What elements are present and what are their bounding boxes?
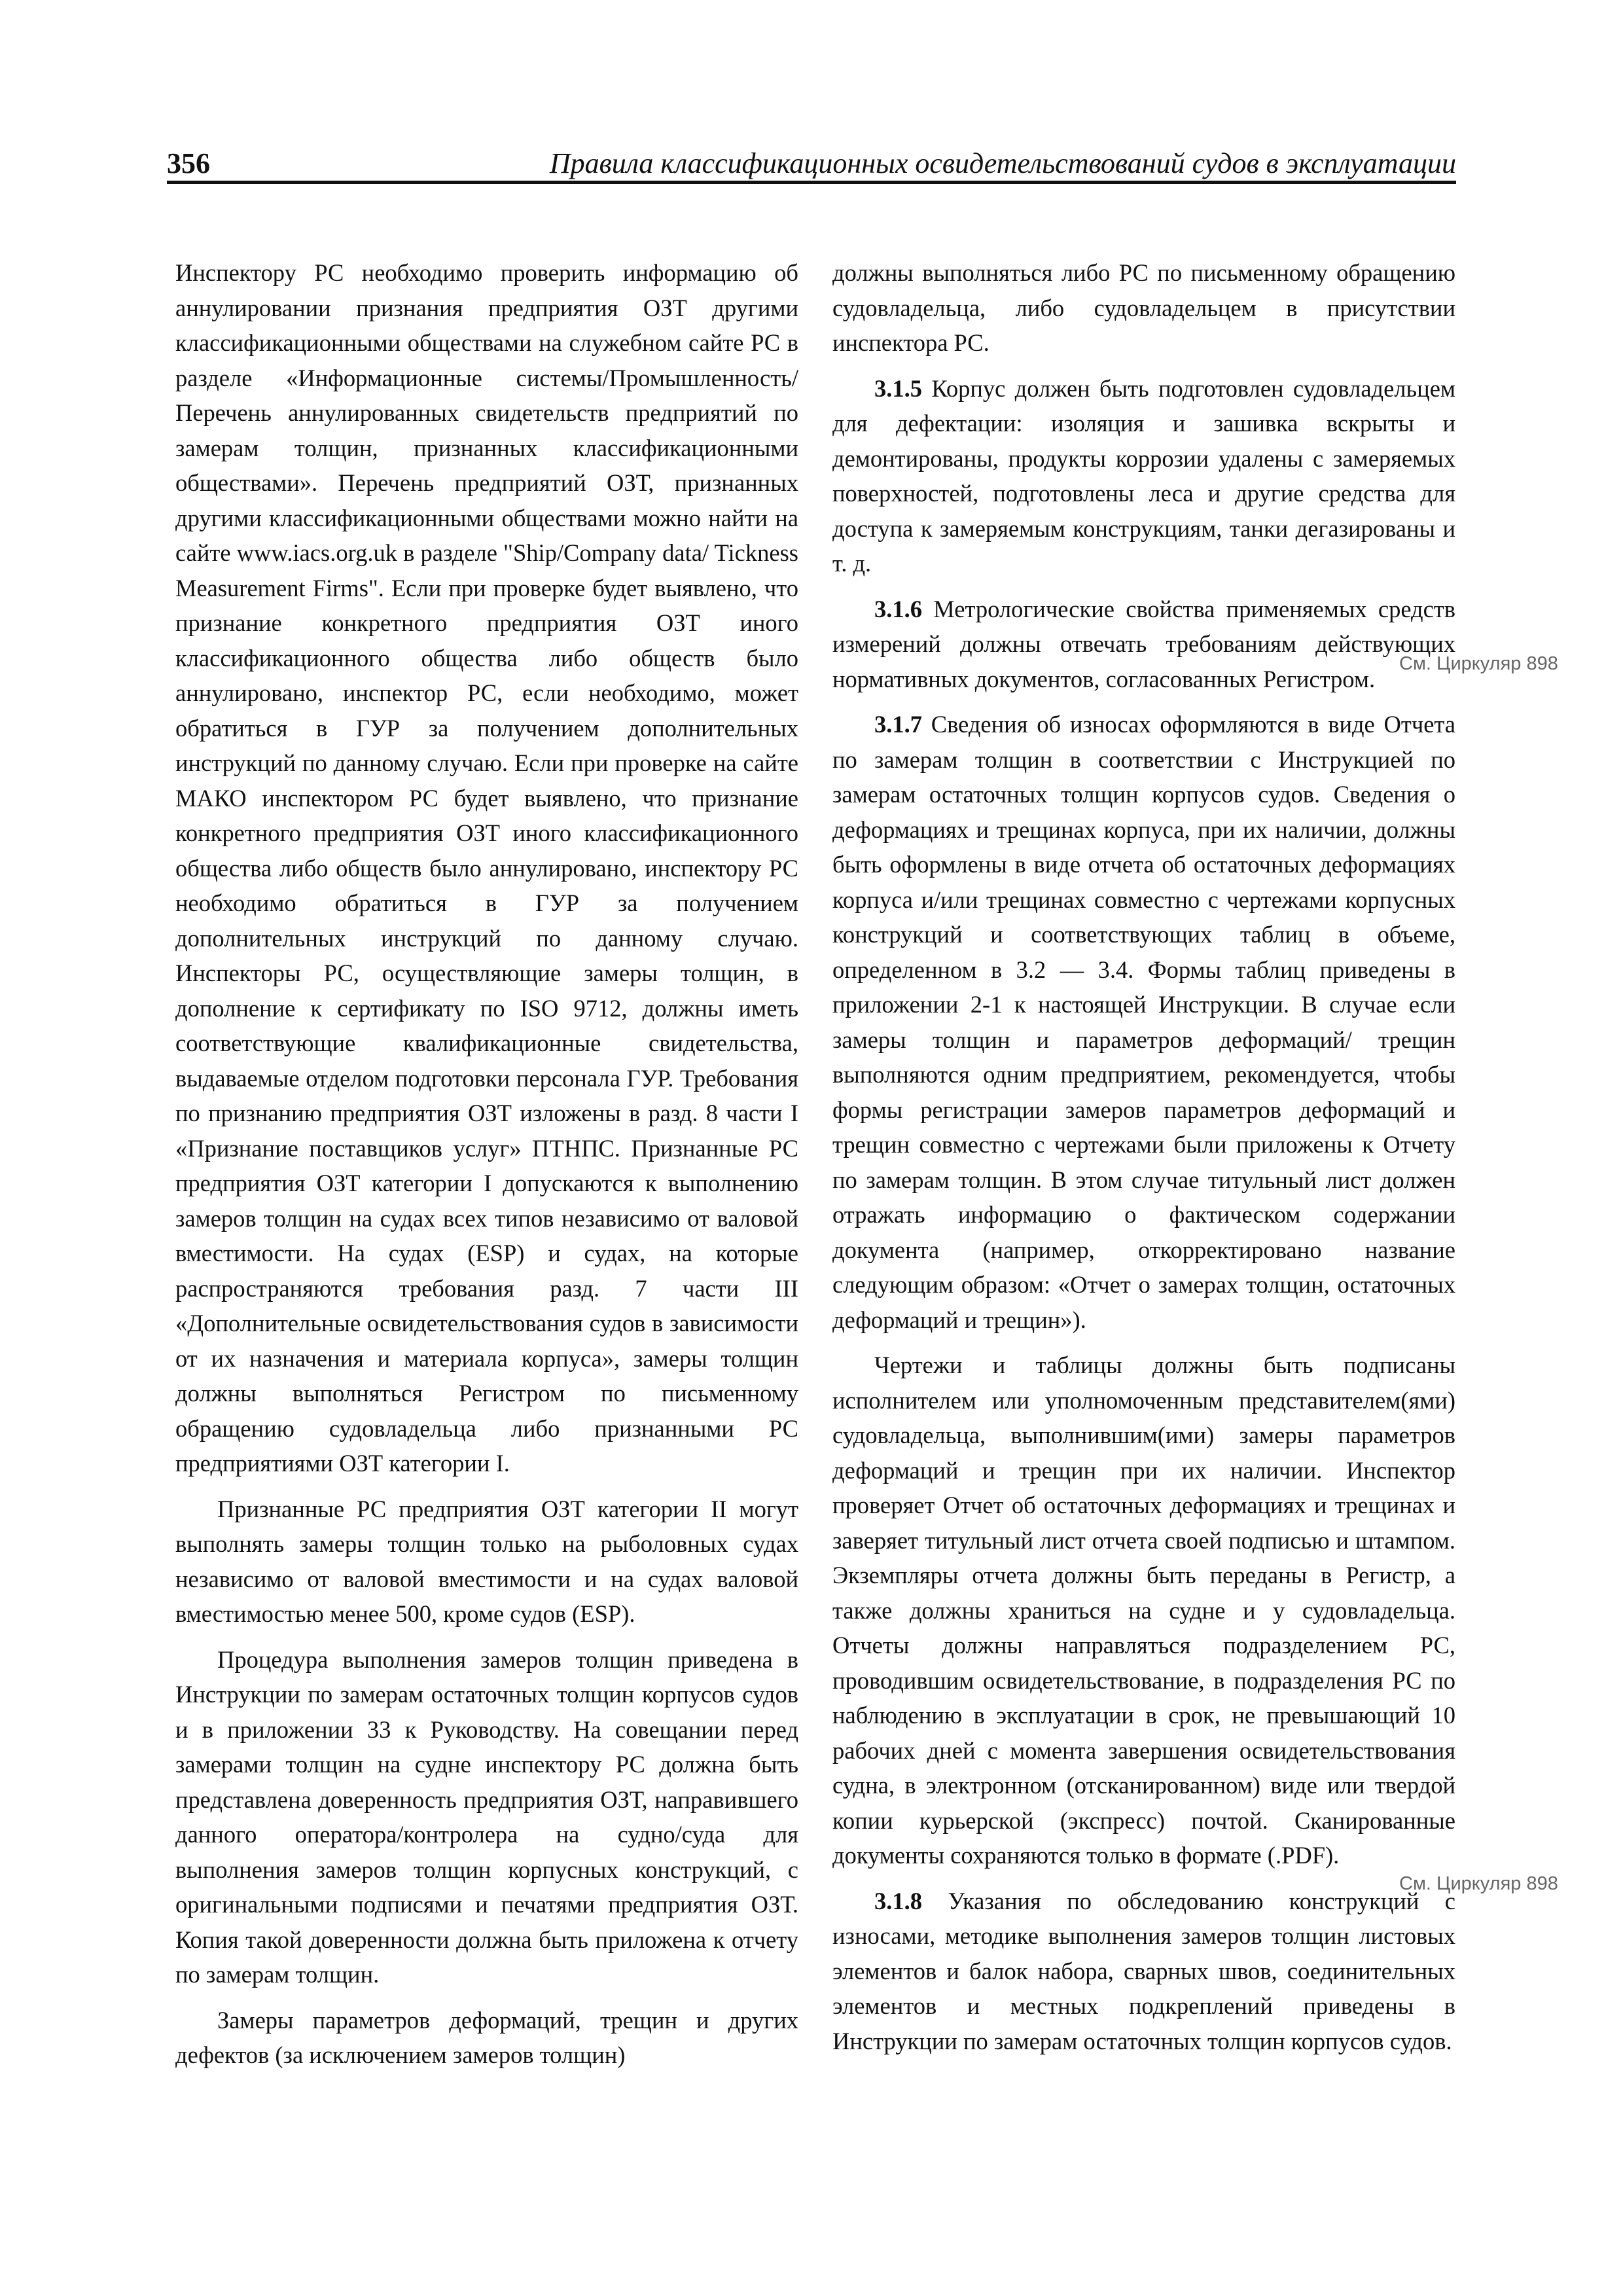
paragraph-procedure: Процедура выполнения замеров толщин приведена в Инструкции по замерам остаточных толщин корпусов судов и в приложении 33 к Руководству. На совещании перед замерами толщин на судне инспектору РС должна быть представлена доверенность предприятия ОЗТ, направившего данного оператора/контролера на судно/суда для выполнения замеров толщин корпусных конструкций, с оригинальными подписями и печатями предприятия ОЗТ. Копия такой доверенности должна быть приложена к отчету по замерам толщин. <box>175 1645 798 1988</box>
header-rule <box>167 181 1456 184</box>
section-3-1-7 <box>832 707 1455 1337</box>
section-text: Указания по обследованию конструкций с износами, методике выполнения замеров толщин листовых элементов и балок набора, сварных швов, соединительных элементов и местных подкреплений приведены в Инструкции по замерам остаточных толщин корпусов судов. <box>832 1887 1455 2054</box>
paragraph-category-two: Признанные РС предприятия ОЗТ категории II могут выполнять замеры толщин только на рыболовных судах независимо от валовой вместимости и на судах валовой вместимостью менее 500, кроме судов (ESP). <box>175 1495 798 1627</box>
section-text: Корпус должен быть подготовлен судовладельцем для дефектации: изоляция и зашивка вскрыты и демонтированы, продукты коррозии удалены с замеряемых поверхностей, подготовлены леса и другие средства для доступа к замеряемым конструкциям, танки дегазированы и т. д. <box>832 374 1455 577</box>
paragraph-deformation-measurements: Замеры параметров деформаций, трещин и других дефектов (за исключением замеров толщин) <box>175 2006 798 2068</box>
margin-note-circular: См. Циркуляр 898 <box>1399 653 1558 674</box>
page-number: 356 <box>167 147 210 179</box>
section-3-1-5 <box>832 371 1455 581</box>
section-text: Сведения об износах оформляются в виде Отчета по замерам толщин в соответствии с Инструкцией по замерам остаточных толщин корпусов судов. Сведения о деформациях и трещинах корпуса, при их наличии, должны быть оформлены в виде отчета об остаточных деформациях корпуса и/или трещинах совместно с чертежами корпусных конструкций и соответствующих таблиц в объеме, определенном в 3.2 — 3.4. Формы таблиц приведены в приложении 2-1 к настоящей Инструкции. В случае если замеры толщин и параметров деформаций/ трещин выполняются одним предприятием, рекомендуется, чтобы формы регистрации замеров параметров деформаций и трещин совместно с чертежами были приложены к Отчету по замерам толщин. В этом случае титульный лист должен отражать информацию о фактическом содержании документа (например, откорректировано название следующим образом: «Отчет о замерах толщин, остаточных деформаций и трещин»). <box>832 711 1455 1333</box>
left-column <box>175 255 798 2083</box>
section-text: Метрологические свойства применяемых средств измерений должны отвечать требованиям действующих нормативных документов, согласованных Регистром. <box>832 595 1455 692</box>
section-number: 3.1.8 <box>874 1887 922 1914</box>
right-column <box>832 255 1455 2069</box>
margin-note-circular: См. Циркуляр 898 <box>1399 1873 1558 1894</box>
running-title: Правила классификационных освидетельствований судов в эксплуатации <box>549 147 1456 179</box>
running-head <box>167 145 1456 182</box>
paragraph-continuation: должны выполняться либо РС по письменному обращению судовладельца, либо судовладельцем в присутствии инспектора РС. <box>832 259 1455 356</box>
section-number: 3.1.5 <box>874 374 922 402</box>
section-3-1-6 <box>832 592 1455 697</box>
section-number: 3.1.7 <box>874 711 922 738</box>
paragraph-drawings-signed: Чертежи и таблицы должны быть подписаны исполнителем или уполномоченным представителем(ями) судовладельца, выполнившим(ими) замеры параметров деформаций и трещин при их наличии. Инспектор проверяет Отчет об остаточных деформациях и трещинах и заверяет титульный лист отчета своей подписью и штампом. Экземпляры отчета должны быть переданы в Регистр, а также должны храниться на судне и у судовладельца. Отчеты должны направляться подразделением РС, проводившим освидетельствование, в подразделения РС по наблюдению в эксплуатации в срок, не превышающий 10 рабочих дней с момента завершения освидетельствования судна, в электронном (отсканированном) виде или твердой копии курьерской (экспресс) почтой. Сканированные документы сохраняются только в формате (.PDF). <box>832 1352 1455 1869</box>
paragraph-inspector-check: Инспектору РС необходимо проверить информацию об аннулировании признания предприятия ОЗТ другими классификационными обществами на служебном сайте РС в разделе «Информационные системы/Промышленность/Перечень аннулированных свидетельств предприятий по замерам толщин, признанных классификационными обществами». Перечень предприятий ОЗТ, признанных другими классификационными обществами можно найти на сайте www.iacs.org.uk в разделе "Ship/Company data/ Tickness Measurement Firms". Если при проверке будет выявлено, что признание конкретного предприятия ОЗТ иного классификационного общества либо обществ было аннулировано, инспектор РС, если необходимо, может обратиться в ГУР за получением дополнительных инструкций по данному случаю. Если при проверке на сайте МАКО инспектором РС будет выявлено, что признание конкретного предприятия ОЗТ иного классификационного общества либо обществ было аннулировано, инспектору РС необходимо обратиться в ГУР за получением дополнительных инструкций по данному случаю. Инспекторы РС, осуществляющие замеры толщин, в дополнение к сертификату по ISO 9712, должны иметь соответствующие квалификационные свидетельства, выдаваемые отделом подготовки персонала ГУР. Требования по признанию предприятия ОЗТ изложены в разд. 8 части I «Признание поставщиков услуг» ПТНПС. Признанные РС предприятия ОЗТ категории I допускаются к выполнению замеров толщин на судах всех типов независимо от валовой вместимости. На судах (ESP) и судах, на которые распространяются требования разд. 7 части III «Дополнительные освидетельствования судов в зависимости от их назначения и материала корпуса», замеры толщин должны выполняться Регистром по письменному обращению судовладельца либо признанными РС предприятиями ОЗТ категории I. <box>175 259 798 1477</box>
section-3-1-8 <box>832 1884 1455 2059</box>
section-number: 3.1.6 <box>874 595 922 622</box>
